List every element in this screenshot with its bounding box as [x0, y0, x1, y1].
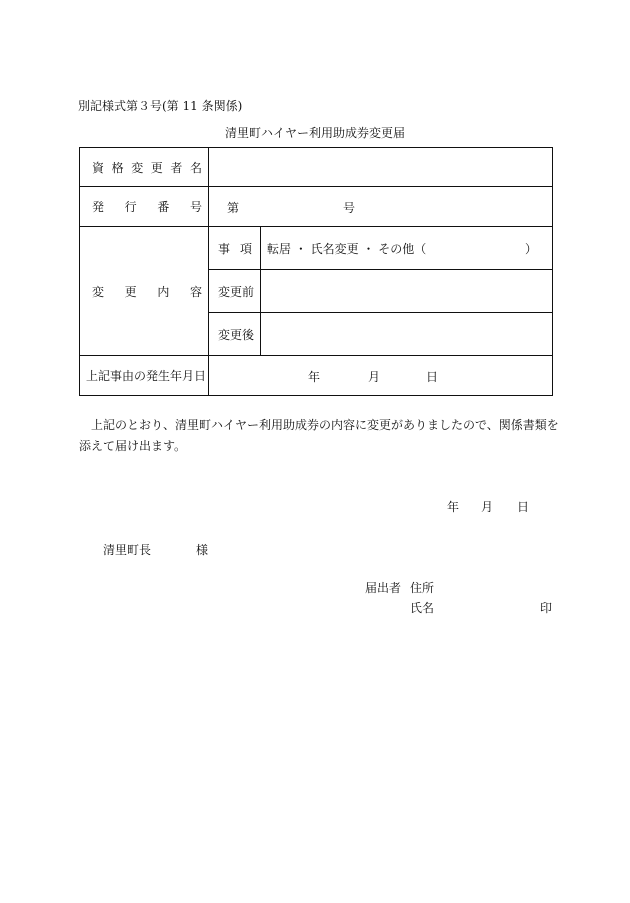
submission-month: 月 — [481, 500, 494, 514]
table-row-change-item — [80, 227, 553, 270]
label-before-change: 変更前 — [209, 270, 261, 313]
issue-number-prefix: 第 — [227, 200, 240, 215]
label-applicant-name: 資 格 変 更 者 名 — [80, 148, 209, 187]
field-issue-number[interactable] — [209, 187, 553, 227]
label-occurrence-date: 上記事由の発生年月日 — [80, 356, 209, 396]
occurrence-day: 日 — [426, 369, 439, 384]
applicant-name-label: 氏名 — [410, 601, 435, 615]
label-change-content: 変 更 内 容 — [80, 227, 209, 356]
addressee-honorific: 様 — [196, 543, 209, 557]
table-row-occurrence-date — [80, 356, 553, 396]
table-row-applicant-name — [80, 148, 553, 187]
change-form-table — [79, 147, 553, 396]
form-number-heading: 別記様式第３号(第 11 条関係) — [78, 99, 243, 113]
document-title: 清里町ハイヤー利用助成券変更届 — [224, 126, 405, 140]
field-applicant-name[interactable] — [209, 148, 553, 187]
addressee-name: 清里町長 — [103, 543, 152, 557]
change-item-options: 転居 ・ 氏名変更 ・ その他（ — [267, 242, 427, 256]
field-occurrence-date[interactable] — [209, 356, 553, 396]
field-before-change[interactable] — [261, 270, 553, 313]
label-after-change: 変更後 — [209, 313, 261, 356]
table-row-issue-number — [80, 187, 553, 227]
field-change-item[interactable] — [261, 227, 553, 270]
occurrence-month: 月 — [368, 369, 381, 384]
field-after-change[interactable] — [261, 313, 553, 356]
applicant-label: 届出者 — [365, 581, 402, 595]
submission-year: 年 — [447, 500, 460, 514]
submission-day: 日 — [517, 500, 530, 514]
occurrence-year: 年 — [308, 369, 321, 384]
seal-mark: 印 — [540, 601, 553, 615]
applicant-address-label: 住所 — [410, 581, 435, 595]
change-item-close-paren: ） — [525, 242, 538, 256]
label-issue-number: 発 行 番 号 — [80, 187, 209, 227]
issue-number-suffix: 号 — [343, 200, 356, 215]
declaration-paragraph: 上記のとおり、清里町ハイヤー利用助成券の内容に変更がありましたので、関係書類を添えて届け出ます。 — [79, 418, 559, 453]
label-change-item: 事 項 — [209, 227, 261, 270]
